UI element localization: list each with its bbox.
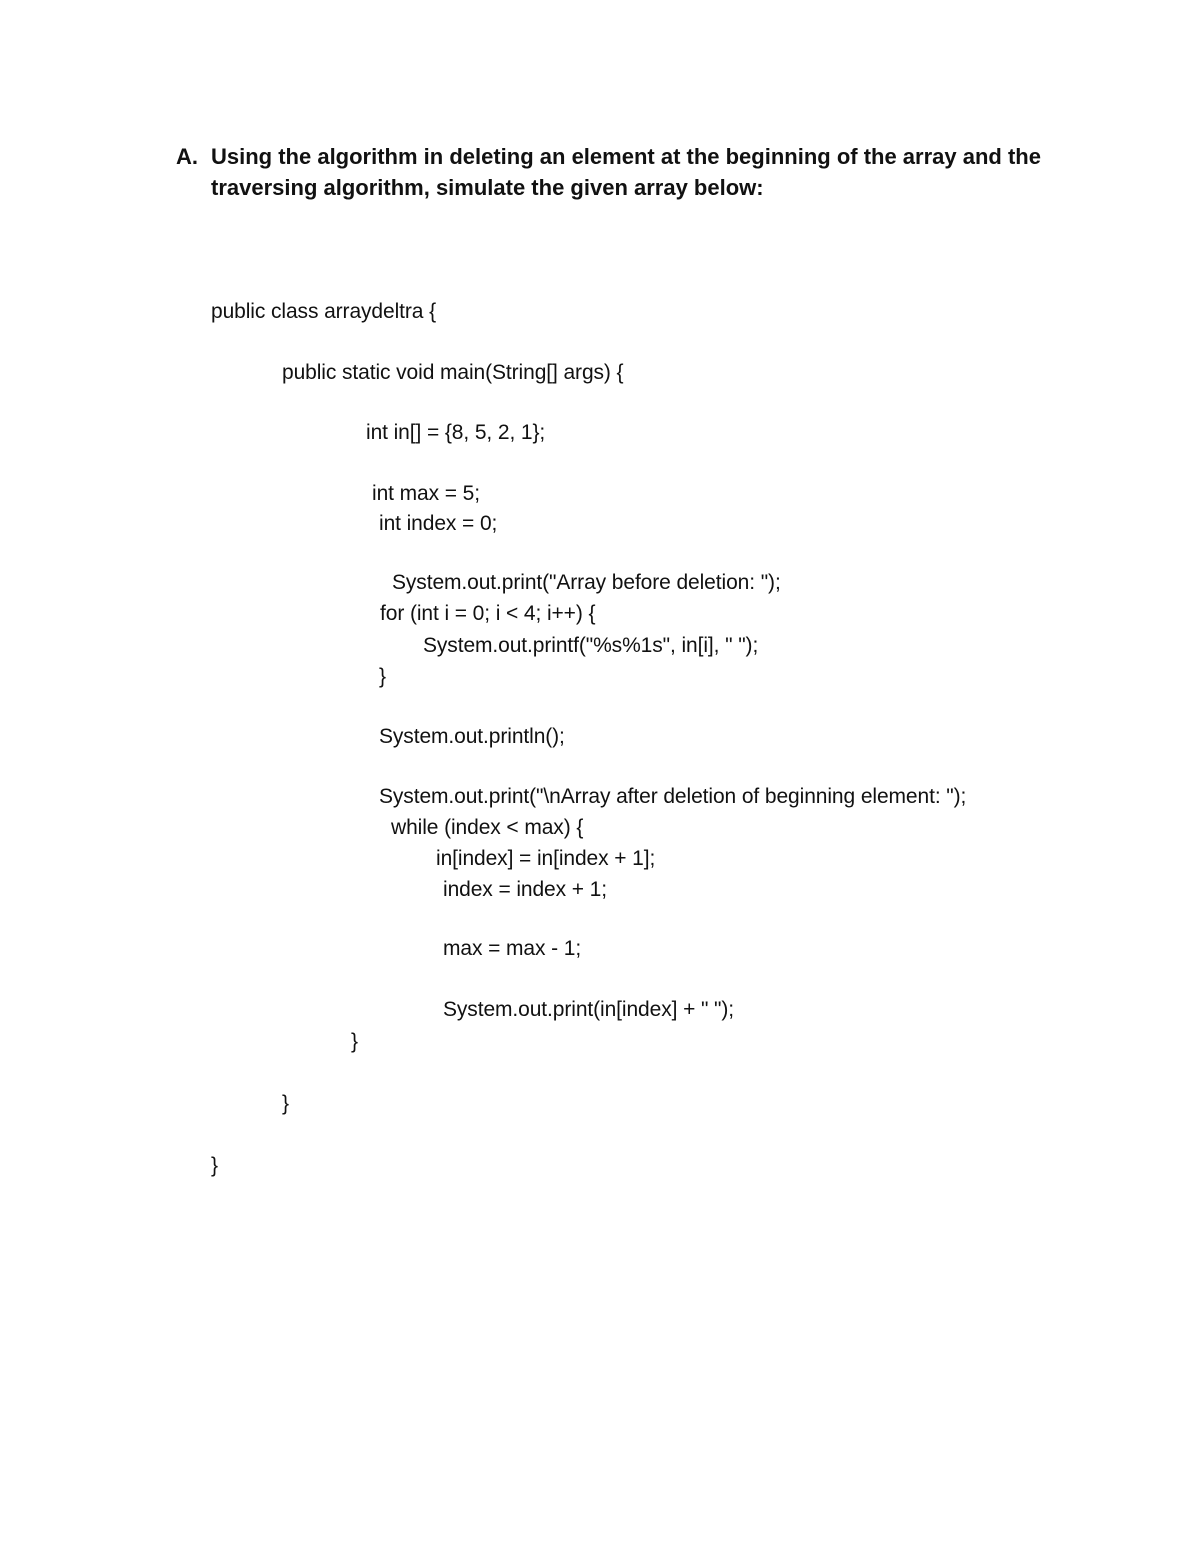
question-text: Using the algorithm in deleting an element at the beginning of the array and the traversing algorithm, simulate the given array below: [211, 144, 1041, 200]
code-line-17: } [351, 1030, 358, 1053]
code-line-14: index = index + 1; [443, 878, 607, 901]
code-line-7: for (int i = 0; i < 4; i++) { [380, 602, 596, 625]
code-line-6: System.out.print("Array before deletion: "); [392, 571, 781, 594]
code-line-15: max = max - 1; [443, 937, 582, 960]
code-line-19: } [211, 1154, 218, 1177]
code-line-11: System.out.print("\nArray after deletion of beginning element: "); [379, 785, 967, 808]
code-line-5: int index = 0; [379, 512, 498, 535]
code-line-2: public static void main(String[] args) { [282, 361, 624, 384]
code-line-4: int max = 5; [372, 482, 480, 505]
code-line-10: System.out.println(); [379, 725, 565, 748]
code-line-12: while (index < max) { [391, 816, 584, 839]
question-marker: A. [176, 144, 198, 169]
code-line-18: } [282, 1092, 289, 1115]
code-line-16: System.out.print(in[index] + " "); [443, 998, 735, 1021]
code-line-13: in[index] = in[index + 1]; [436, 847, 656, 870]
question-a [176, 141, 1076, 203]
code-line-3: int in[] = {8, 5, 2, 1}; [366, 421, 546, 444]
code-line-9: } [379, 665, 386, 688]
code-line-8: System.out.printf("%s%1s", in[i], " "); [423, 634, 759, 657]
code-line-1: public class arraydeltra { [211, 300, 437, 323]
